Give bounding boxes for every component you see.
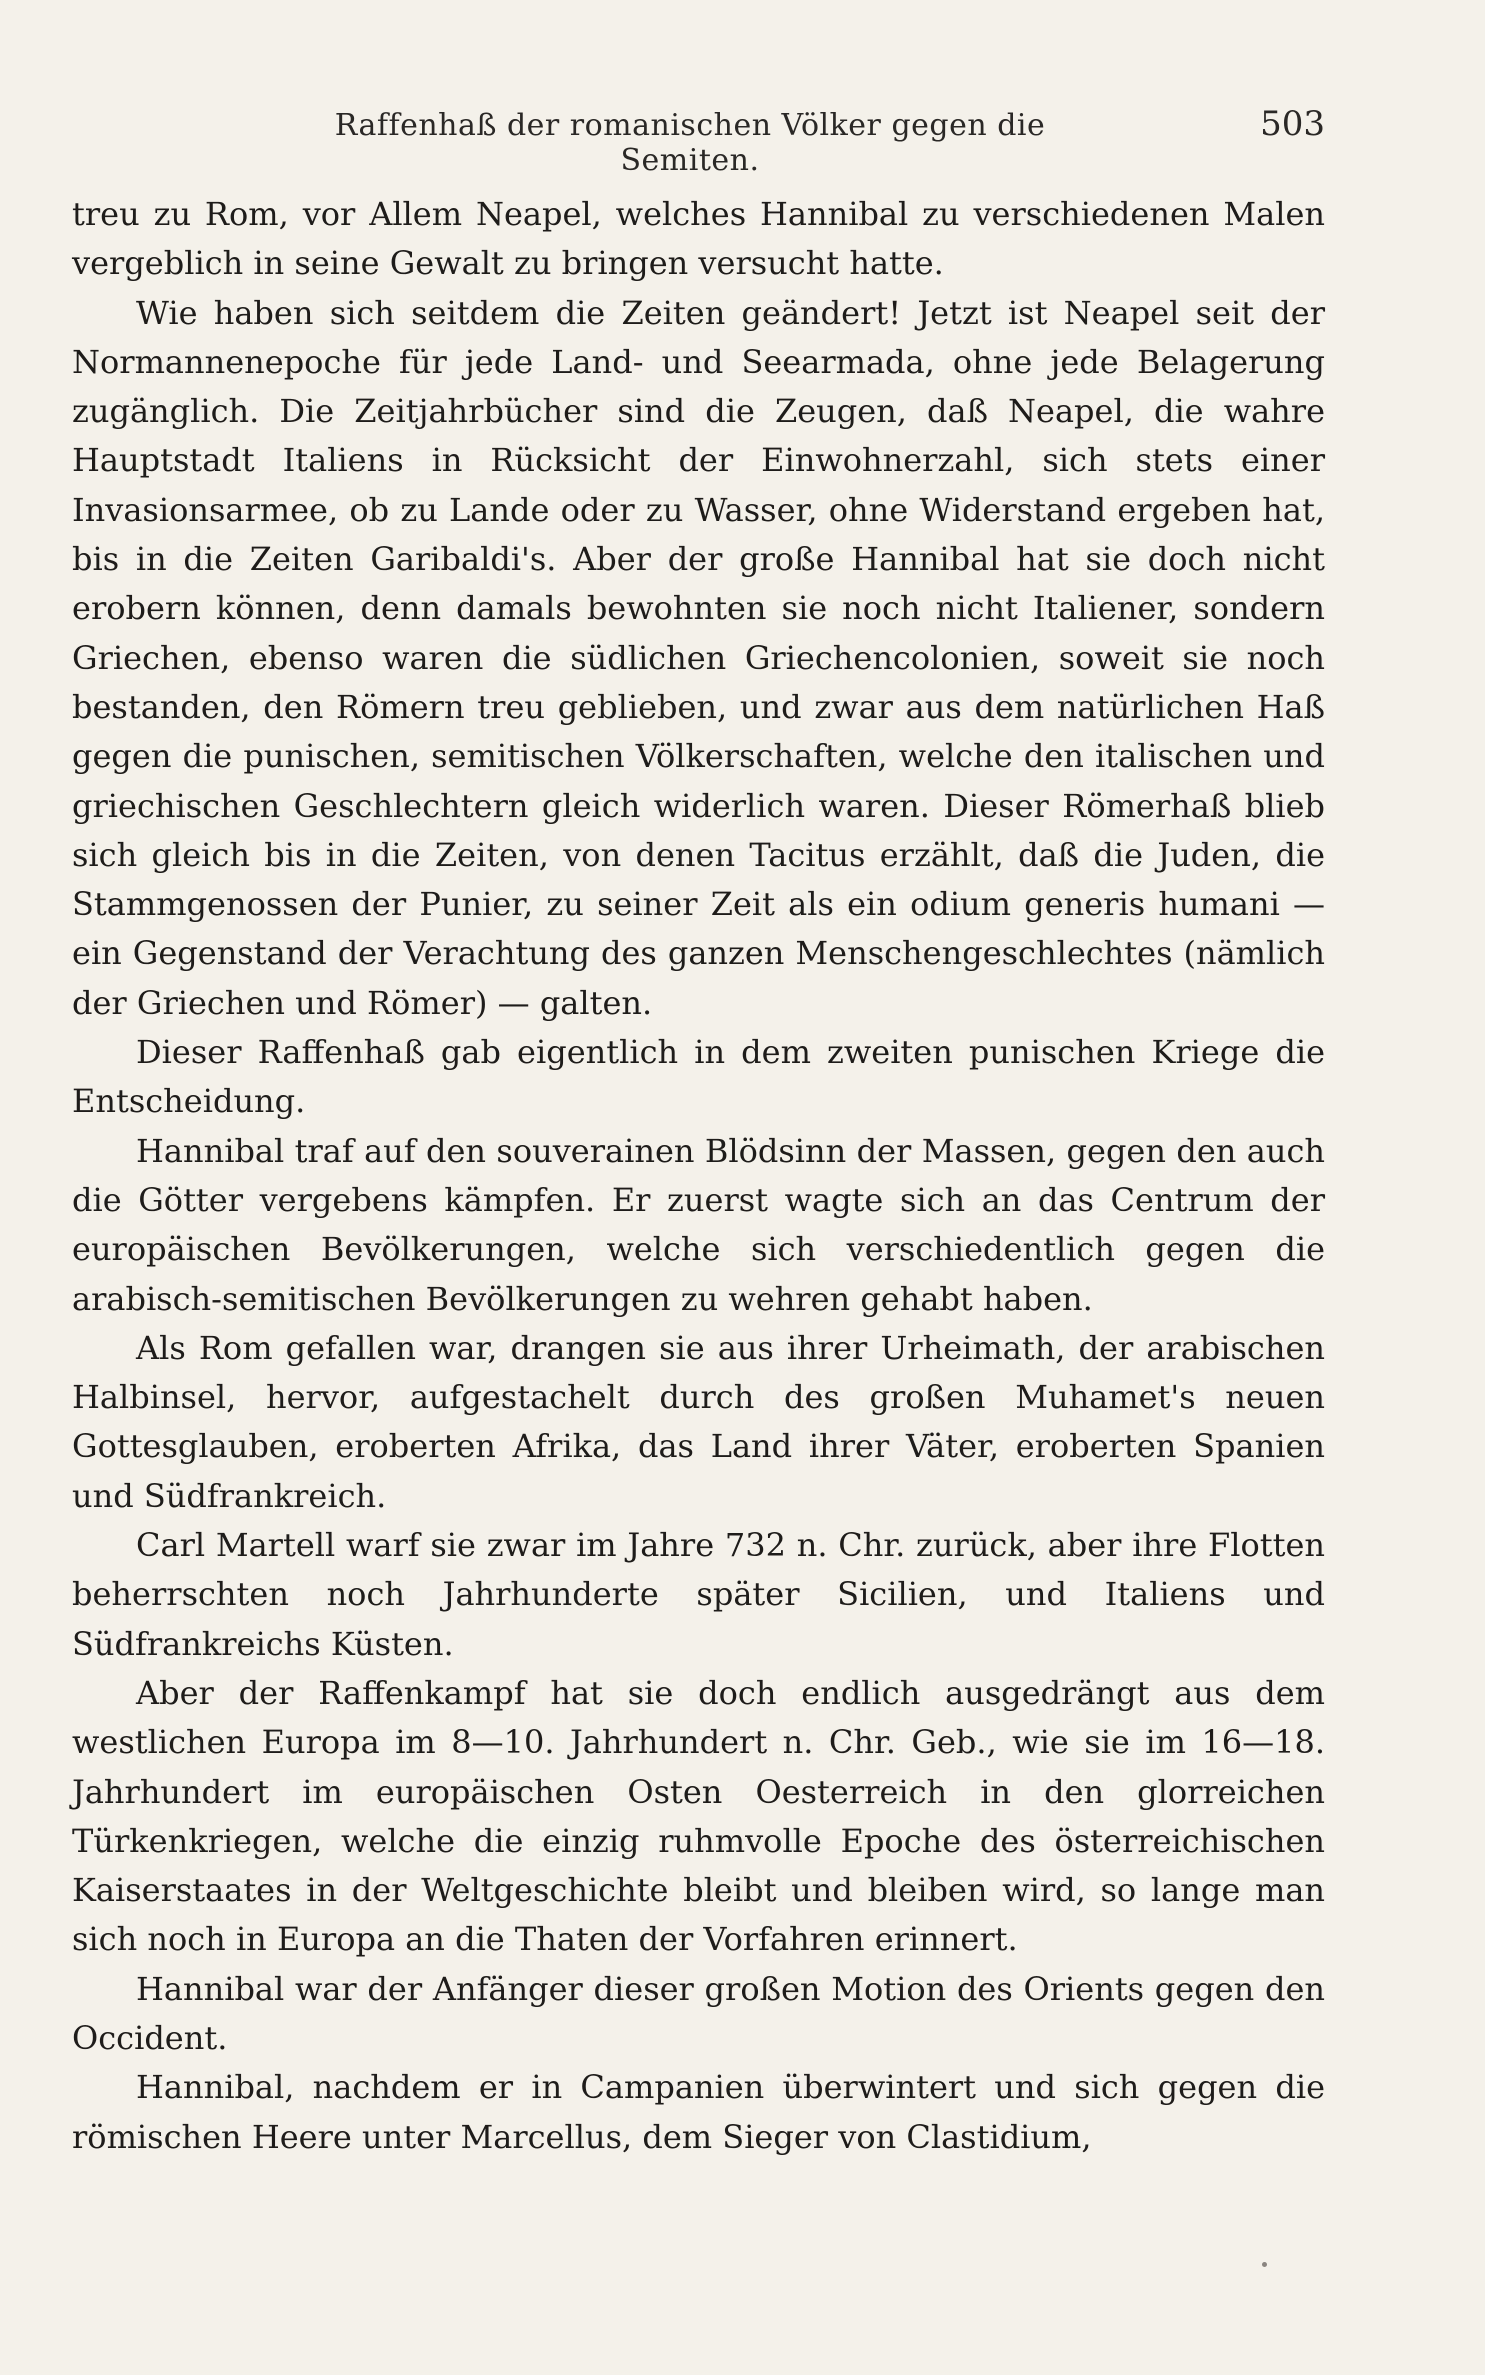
body-text (72, 190, 1325, 2162)
paragraph: Dieser Raffenhaß gab eigentlich in dem zweiten punischen Kriege die Entscheidung. (72, 1033, 1325, 1121)
paragraph: Hannibal traf auf den souverainen Blödsinn der Massen, gegen den auch die Götter vergebens kämpfen. Er zuerst wagte sich an das Centrum der europäischen Bevölkerungen, welche sich verschiedentlich gegen die arabisch-semitischen Bevölkerungen zu wehren gehabt haben. (72, 1131, 1325, 1318)
paragraph: Aber der Raffenkampf hat sie doch endlich ausgedrängt aus dem westlichen Europa im 8—10. Jahrhundert n. Chr. Geb., wie sie im 16—18. Jahrhundert im europäischen Osten Oesterreich in den glorreichen Türkenkriegen, welche die einzig ruhmvolle Epoche des österreichischen Kaiserstaates in der Weltgeschichte bleibt und bleiben wird, so lange man sich noch in Europa an die Thaten der Vorfahren erinnert. (72, 1673, 1325, 1959)
paragraph: Hannibal war der Anfänger dieser großen Motion des Orients gegen den Occident. (72, 1969, 1325, 2057)
paragraph: Hannibal, nachdem er in Campanien überwintert und sich gegen die römischen Heere unter Marcellus, dem Sieger von Clastidium, (72, 2068, 1325, 2156)
paragraph: Carl Martell warf sie zwar im Jahre 732 n. Chr. zurück, aber ihre Flotten beherrschten noch Jahrhunderte später Sicilien, und Italiens und Südfrankreichs Küsten. (72, 1526, 1325, 1663)
paragraph: Wie haben sich seitdem die Zeiten geändert! Jetzt ist Neapel seit der Normannenepoche für jede Land- und Seearmada, ohne jede Belagerung zugänglich. Die Zeitjahrbücher sind die Zeugen, daß Neapel, die wahre Hauptstadt Italiens in Rücksicht der Einwohnerzahl, sich stets einer Invasionsarmee, ob zu Lande oder zu Wasser, ohne Widerstand ergeben hat, bis in die Zeiten Garibaldi's. Aber der große Hannibal hat sie doch nicht erobern können, denn damals bewohnten sie noch nicht Italiener, sondern Griechen, ebenso waren die südlichen Griechencolonien, soweit sie noch bestanden, den Römern treu geblieben, und zwar aus dem natürlichen Haß gegen die punischen, semitischen Völkerschaften, welche den italischen und griechischen Geschlechtern gleich widerlich waren. Dieser Römerhaß blieb sich gleich bis in die Zeiten, von denen Tacitus erzählt, daß die Juden, die Stammgenossen der Punier, zu seiner Zeit als ein odium generis humani — ein Gegenstand der Verachtung des ganzen Menschengeschlechtes (nämlich der Griechen und Römer) — galten. (72, 293, 1325, 1022)
page-number: 503 (1260, 104, 1325, 144)
running-title: Raffenhaß der romanischen Völker gegen die Semiten. (334, 108, 1046, 178)
paragraph: Als Rom gefallen war, drangen sie aus ihrer Urheimath, der arabischen Halbinsel, hervor, aufgestachelt durch des großen Muhamet's neuen Gottesglauben, eroberten Afrika, das Land ihrer Väter, eroberten Spanien und Südfrankreich. (72, 1328, 1325, 1515)
paragraph: treu zu Rom, vor Allem Neapel, welches Hannibal zu verschiedenen Malen vergeblich in seine Gewalt zu bringen versucht hatte. (72, 195, 1325, 283)
paper-speck (1262, 2262, 1267, 2267)
